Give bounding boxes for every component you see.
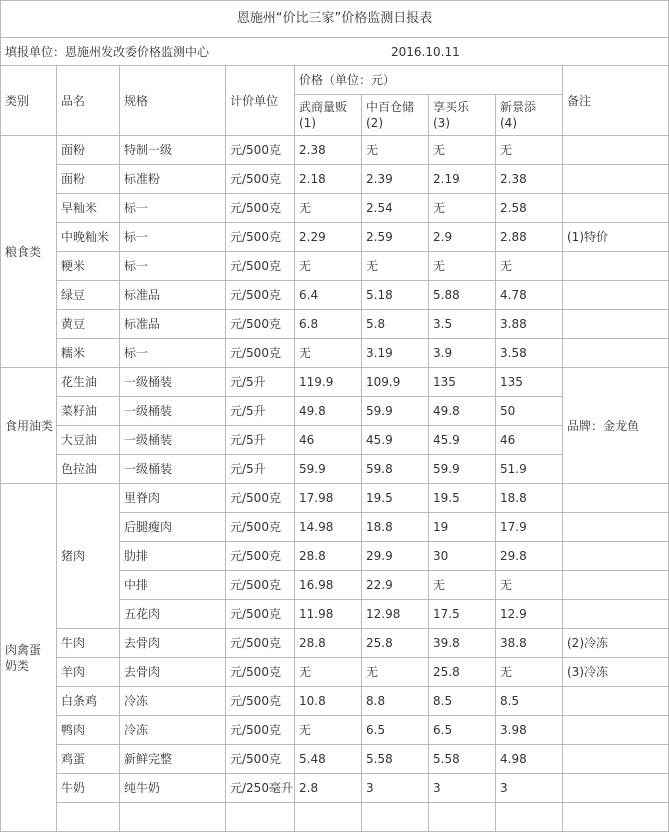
- unit-cell: 元/5升: [226, 368, 295, 397]
- note-cell: (3)冷冻: [563, 658, 669, 687]
- price-cell: 2.54: [362, 194, 429, 223]
- price-cell: 28.8: [295, 629, 362, 658]
- empty-cell: [226, 803, 295, 832]
- price-cell: 无: [295, 716, 362, 745]
- price-cell: 8.8: [362, 687, 429, 716]
- price-cell: 17.5: [429, 600, 496, 629]
- price-cell: 39.8: [429, 629, 496, 658]
- category-cell: 食用油类: [1, 368, 57, 484]
- product-name-cell: 花生油: [57, 368, 120, 397]
- price-cell: 无: [295, 658, 362, 687]
- product-name-cell: 糯米: [57, 339, 120, 368]
- price-cell: 无: [496, 136, 563, 165]
- spec-cell: 去骨肉: [120, 658, 226, 687]
- price-cell: 无: [429, 194, 496, 223]
- price-cell: 18.8: [496, 484, 563, 513]
- note-cell: [563, 194, 669, 223]
- product-name-cell: 绿豆: [57, 281, 120, 310]
- price-cell: 无: [496, 252, 563, 281]
- price-cell: 119.9: [295, 368, 362, 397]
- empty-cell: [120, 803, 226, 832]
- table-row: [1, 310, 669, 339]
- header-store-4: 新景添 (4): [496, 95, 563, 136]
- spec-cell: 标准品: [120, 281, 226, 310]
- spec-cell: 冷冻: [120, 716, 226, 745]
- table-row: [1, 368, 669, 397]
- product-name-cell: 大豆油: [57, 426, 120, 455]
- price-cell: 无: [362, 136, 429, 165]
- report-date: 2016.10.11: [391, 45, 460, 59]
- price-cell: 3: [362, 774, 429, 803]
- price-cell: 109.9: [362, 368, 429, 397]
- price-cell: 49.8: [429, 397, 496, 426]
- unit-cell: 元/500克: [226, 542, 295, 571]
- price-cell: 59.8: [362, 455, 429, 484]
- unit-cell: 元/500克: [226, 339, 295, 368]
- header-store-1: 武商量贩 (1): [295, 95, 362, 136]
- product-name-cell: 菜籽油: [57, 397, 120, 426]
- price-cell: 6.5: [429, 716, 496, 745]
- table-row: [1, 716, 669, 745]
- header-unit: 计价单位: [226, 66, 295, 136]
- price-cell: 无: [295, 194, 362, 223]
- header-spec: 规格: [120, 66, 226, 136]
- unit-cell: 元/500克: [226, 165, 295, 194]
- note-cell: [563, 339, 669, 368]
- unit-cell: 元/5升: [226, 426, 295, 455]
- price-cell: 14.98: [295, 513, 362, 542]
- unit-cell: 元/500克: [226, 687, 295, 716]
- price-cell: 3.88: [496, 310, 563, 339]
- price-cell: 10.8: [295, 687, 362, 716]
- note-cell: [563, 165, 669, 194]
- header-note: 备注: [563, 66, 669, 136]
- price-cell: 3: [496, 774, 563, 803]
- note-cell: [563, 484, 669, 513]
- price-cell: 25.8: [362, 629, 429, 658]
- unit-cell: 元/250毫升: [226, 774, 295, 803]
- price-cell: 17.98: [295, 484, 362, 513]
- product-name-cell: 鸭肉: [57, 716, 120, 745]
- unit-cell: 元/5升: [226, 455, 295, 484]
- unit-cell: 元/500克: [226, 194, 295, 223]
- spec-cell: 新鲜完整: [120, 745, 226, 774]
- price-cell: 5.8: [362, 310, 429, 339]
- spec-cell: 标一: [120, 194, 226, 223]
- table-row: [1, 194, 669, 223]
- price-cell: 135: [429, 368, 496, 397]
- unit-cell: 元/500克: [226, 571, 295, 600]
- price-cell: 3.58: [496, 339, 563, 368]
- header-product: 品名: [57, 66, 120, 136]
- note-cell: 品牌：金龙鱼: [563, 368, 669, 484]
- spec-cell: 标一: [120, 252, 226, 281]
- spec-cell: 里脊肉: [120, 484, 226, 513]
- table-row: [1, 252, 669, 281]
- unit-cell: 元/500克: [226, 658, 295, 687]
- product-name-cell: 中晚籼米: [57, 223, 120, 252]
- note-cell: (2)冷冻: [563, 629, 669, 658]
- empty-cell: [57, 803, 120, 832]
- unit-cell: 元/500克: [226, 252, 295, 281]
- price-cell: 2.18: [295, 165, 362, 194]
- price-cell: 5.88: [429, 281, 496, 310]
- table-row: [1, 629, 669, 658]
- price-cell: 59.9: [362, 397, 429, 426]
- unit-cell: 元/500克: [226, 310, 295, 339]
- spec-cell: 肋排: [120, 542, 226, 571]
- unit-cell: 元/500克: [226, 281, 295, 310]
- unit-cell: 元/500克: [226, 223, 295, 252]
- note-cell: [563, 136, 669, 165]
- spec-cell: 五花肉: [120, 600, 226, 629]
- table-row: [1, 165, 669, 194]
- unit-cell: 元/500克: [226, 513, 295, 542]
- unit-cell: 元/5升: [226, 397, 295, 426]
- spec-cell: 一级桶装: [120, 368, 226, 397]
- price-cell: 无: [496, 658, 563, 687]
- product-name-cell: 鸡蛋: [57, 745, 120, 774]
- price-cell: 3: [429, 774, 496, 803]
- table-row: [1, 281, 669, 310]
- price-cell: 38.8: [496, 629, 563, 658]
- price-cell: 6.5: [362, 716, 429, 745]
- spec-cell: 标准品: [120, 310, 226, 339]
- price-cell: 59.9: [429, 455, 496, 484]
- empty-cell: [496, 803, 563, 832]
- price-cell: 22.9: [362, 571, 429, 600]
- price-cell: 无: [362, 252, 429, 281]
- price-cell: 2.38: [496, 165, 563, 194]
- spec-cell: 一级桶装: [120, 426, 226, 455]
- price-cell: 12.9: [496, 600, 563, 629]
- empty-cell: [362, 803, 429, 832]
- header-store-3: 享买乐 (3): [429, 95, 496, 136]
- note-cell: [563, 716, 669, 745]
- table-row: [1, 339, 669, 368]
- reporter-unit: 填报单位：恩施州发改委价格监测中心: [5, 44, 210, 59]
- empty-cell: [295, 803, 362, 832]
- unit-cell: 元/500克: [226, 484, 295, 513]
- note-cell: [563, 542, 669, 571]
- price-cell: 无: [429, 252, 496, 281]
- unit-cell: 元/500克: [226, 136, 295, 165]
- spec-cell: 标一: [120, 223, 226, 252]
- price-cell: 5.18: [362, 281, 429, 310]
- price-cell: 5.58: [362, 745, 429, 774]
- table-row: [1, 484, 669, 513]
- table-row: [1, 658, 669, 687]
- price-cell: 19.5: [362, 484, 429, 513]
- price-cell: 29.8: [496, 542, 563, 571]
- price-cell: 3.9: [429, 339, 496, 368]
- note-cell: [563, 513, 669, 542]
- table-row: [1, 136, 669, 165]
- price-cell: 45.9: [362, 426, 429, 455]
- price-cell: 2.19: [429, 165, 496, 194]
- price-cell: 6.4: [295, 281, 362, 310]
- price-cell: 12.98: [362, 600, 429, 629]
- price-cell: 无: [295, 252, 362, 281]
- header-category: 类别: [1, 66, 57, 136]
- price-cell: 4.98: [496, 745, 563, 774]
- price-cell: 51.9: [496, 455, 563, 484]
- price-cell: 6.8: [295, 310, 362, 339]
- report-title: 恩施州“价比三家”价格监测日报表: [1, 1, 669, 38]
- price-cell: 8.5: [429, 687, 496, 716]
- price-cell: 2.9: [429, 223, 496, 252]
- unit-cell: 元/500克: [226, 716, 295, 745]
- note-cell: [563, 687, 669, 716]
- price-cell: 19: [429, 513, 496, 542]
- price-cell: 无: [429, 571, 496, 600]
- product-name-cell: 猪肉: [57, 484, 120, 629]
- product-name-cell: 牛奶: [57, 774, 120, 803]
- table-row: [1, 745, 669, 774]
- price-cell: 2.29: [295, 223, 362, 252]
- report-info: [1, 38, 669, 66]
- spec-cell: 冷冻: [120, 687, 226, 716]
- price-cell: 无: [362, 658, 429, 687]
- table-row: [1, 687, 669, 716]
- price-cell: 46: [295, 426, 362, 455]
- note-cell: [563, 281, 669, 310]
- price-cell: 135: [496, 368, 563, 397]
- product-name-cell: 面粉: [57, 136, 120, 165]
- price-cell: 30: [429, 542, 496, 571]
- price-cell: 46: [496, 426, 563, 455]
- note-cell: (1)特价: [563, 223, 669, 252]
- spec-cell: 去骨肉: [120, 629, 226, 658]
- price-cell: 49.8: [295, 397, 362, 426]
- price-cell: 2.38: [295, 136, 362, 165]
- note-cell: [563, 745, 669, 774]
- price-cell: 4.78: [496, 281, 563, 310]
- table-row: [1, 774, 669, 803]
- price-cell: 3.98: [496, 716, 563, 745]
- price-cell: 5.58: [429, 745, 496, 774]
- empty-cell: [563, 803, 669, 832]
- table-row: [1, 803, 669, 832]
- note-cell: [563, 310, 669, 339]
- price-cell: 无: [429, 136, 496, 165]
- spec-cell: 特制一级: [120, 136, 226, 165]
- spec-cell: 后腿瘦肉: [120, 513, 226, 542]
- category-cell: 粮食类: [1, 136, 57, 368]
- product-name-cell: 面粉: [57, 165, 120, 194]
- product-name-cell: 色拉油: [57, 455, 120, 484]
- note-cell: [563, 571, 669, 600]
- price-cell: 2.88: [496, 223, 563, 252]
- product-name-cell: 羊肉: [57, 658, 120, 687]
- unit-cell: 元/500克: [226, 629, 295, 658]
- price-cell: 2.39: [362, 165, 429, 194]
- spec-cell: 标一: [120, 339, 226, 368]
- spec-cell: 标准粉: [120, 165, 226, 194]
- price-cell: 2.8: [295, 774, 362, 803]
- price-cell: 59.9: [295, 455, 362, 484]
- price-cell: 16.98: [295, 571, 362, 600]
- price-cell: 2.58: [496, 194, 563, 223]
- header-price-group: 价格（单位：元）: [295, 66, 563, 95]
- unit-cell: 元/500克: [226, 745, 295, 774]
- price-cell: 17.9: [496, 513, 563, 542]
- price-cell: 19.5: [429, 484, 496, 513]
- price-cell: 11.98: [295, 600, 362, 629]
- price-cell: 45.9: [429, 426, 496, 455]
- product-name-cell: 牛肉: [57, 629, 120, 658]
- price-cell: 28.8: [295, 542, 362, 571]
- unit-cell: 元/500克: [226, 600, 295, 629]
- product-name-cell: 粳米: [57, 252, 120, 281]
- spec-cell: 一级桶装: [120, 397, 226, 426]
- note-cell: [563, 252, 669, 281]
- price-cell: 29.9: [362, 542, 429, 571]
- empty-cell: [429, 803, 496, 832]
- product-name-cell: 黄豆: [57, 310, 120, 339]
- product-name-cell: 早籼米: [57, 194, 120, 223]
- price-cell: 2.59: [362, 223, 429, 252]
- price-cell: 8.5: [496, 687, 563, 716]
- price-cell: 无: [295, 339, 362, 368]
- price-cell: 25.8: [429, 658, 496, 687]
- price-cell: 50: [496, 397, 563, 426]
- spec-cell: 中排: [120, 571, 226, 600]
- price-cell: 无: [496, 571, 563, 600]
- spec-cell: 一级桶装: [120, 455, 226, 484]
- price-cell: 5.48: [295, 745, 362, 774]
- note-cell: [563, 774, 669, 803]
- price-cell: 3.19: [362, 339, 429, 368]
- spec-cell: 纯牛奶: [120, 774, 226, 803]
- header-store-2: 中百仓储 (2): [362, 95, 429, 136]
- table-row: [1, 223, 669, 252]
- note-cell: [563, 600, 669, 629]
- price-cell: 18.8: [362, 513, 429, 542]
- category-cell: 肉禽蛋奶类: [1, 484, 57, 832]
- price-cell: 3.5: [429, 310, 496, 339]
- product-name-cell: 白条鸡: [57, 687, 120, 716]
